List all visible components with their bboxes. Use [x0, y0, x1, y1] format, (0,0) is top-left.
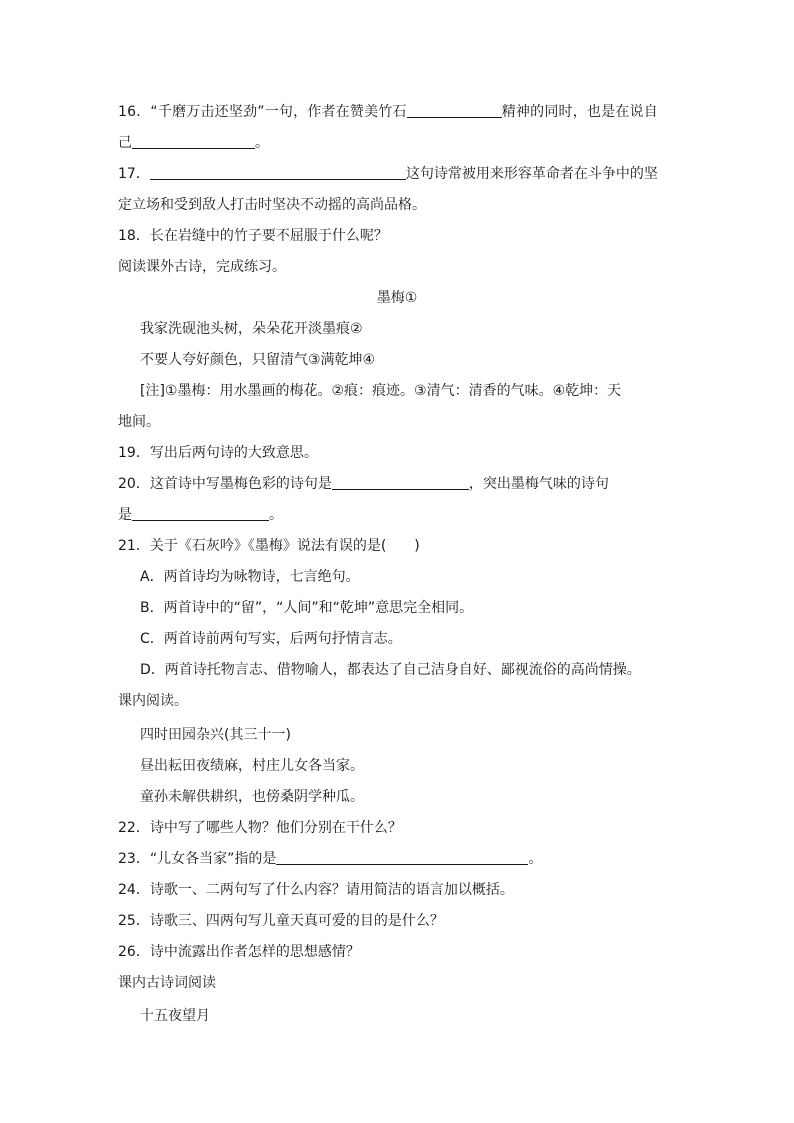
question-16-line-1	[118, 101, 678, 123]
q21-option-b[interactable]: B．两首诗中的“留”，“人间”和“乾坤”意思完全相同。	[140, 600, 474, 616]
question-17-line-1	[118, 163, 678, 185]
question-19: 19．写出后两句诗的大致意思。	[118, 445, 318, 461]
q16-text-c: 己	[118, 135, 132, 151]
poem-2-line-1: 昼出耘田夜绩麻，村庄儿女各当家。	[140, 758, 364, 774]
q20-answer-blank-2[interactable]	[132, 506, 269, 521]
question-18: 18．长在岩缝中的竹子要不屈服于什么呢？	[118, 228, 388, 244]
q20-text-b: ，突出墨梅气味的诗句	[468, 476, 609, 492]
question-24: 24．诗歌一、二两句写了什么内容？请用简洁的语言加以概括。	[118, 882, 514, 898]
poem-1-line-2: 不要人夸好颜色，只留清气③满乾坤④	[140, 352, 376, 368]
poem-2-line-2: 童孙未解供耕织，也傍桑阴学种瓜。	[140, 789, 364, 805]
poem-1-line-1: 我家洗砚池头树，朵朵花开淡墨痕②	[140, 321, 363, 337]
q21-option-c[interactable]: C．两首诗前两句写实，后两句抒情言志。	[140, 631, 402, 647]
question-25: 25．诗歌三、四两句写儿童天真可爱的目的是什么？	[118, 913, 444, 929]
poem-1-note-line-1: [注]①墨梅：用水墨画的梅花。②痕：痕迹。③清气：清香的气味。④乾坤：天	[140, 383, 622, 399]
q21-option-a[interactable]: A．两首诗均为咏物诗，七言绝句。	[140, 569, 360, 585]
question-21-stem: 21．关于《石灰吟》《墨梅》说法有误的是( )	[118, 538, 420, 554]
q16-text-b: 精神的同时，也是在说自	[501, 104, 658, 120]
q20-text-a: 20．这首诗中写墨梅色彩的诗句是	[118, 476, 332, 492]
q20-text-d: 。	[269, 507, 283, 523]
q17-number: 17．	[118, 166, 150, 182]
q23-answer-blank[interactable]	[276, 850, 528, 865]
poem-1-title: 墨梅①	[376, 290, 418, 306]
poem-2-title: 四时田园杂兴(其三十一)	[140, 727, 291, 743]
q16-answer-blank-1[interactable]	[407, 103, 502, 118]
question-17-line-2: 定立场和受到敌人打击时坚决不动摇的高尚品格。	[118, 197, 426, 213]
q17-text-a: 这句诗常被用来形容革命者在斗争中的坚	[405, 166, 658, 182]
q17-answer-blank[interactable]	[150, 165, 406, 180]
section-intro-3: 课内古诗词阅读	[118, 975, 216, 991]
q16-text-d: 。	[255, 135, 269, 151]
q16-answer-blank-2[interactable]	[132, 134, 255, 149]
q23-text-a: 23．“儿女各当家”指的是	[118, 851, 277, 867]
section-intro-2: 课内阅读。	[118, 693, 188, 709]
question-22: 22．诗中写了哪些人物？他们分别在干什么？	[118, 820, 402, 836]
q21-option-d[interactable]: D．两首诗托物言志、借物喻人，都表达了自己洁身自好、鄙视流俗的高尚情操。	[140, 662, 641, 678]
poem-1-note-line-2: 地间。	[118, 414, 160, 430]
poem-3-title: 十五夜望月	[140, 1008, 210, 1024]
q20-answer-blank-1[interactable]	[332, 475, 469, 490]
q16-text-a: 16．“千磨万击还坚劲”一句，作者在赞美竹石	[118, 104, 407, 120]
question-20-line-1	[118, 473, 678, 495]
question-16-line-2	[118, 132, 678, 154]
question-23	[118, 848, 678, 870]
question-26: 26．诗中流露出作者怎样的思想感情？	[118, 944, 360, 960]
q20-text-c: 是	[118, 507, 132, 523]
section-intro-1: 阅读课外古诗，完成练习。	[118, 259, 286, 275]
question-20-line-2	[118, 504, 678, 526]
q23-text-b: 。	[528, 851, 543, 867]
